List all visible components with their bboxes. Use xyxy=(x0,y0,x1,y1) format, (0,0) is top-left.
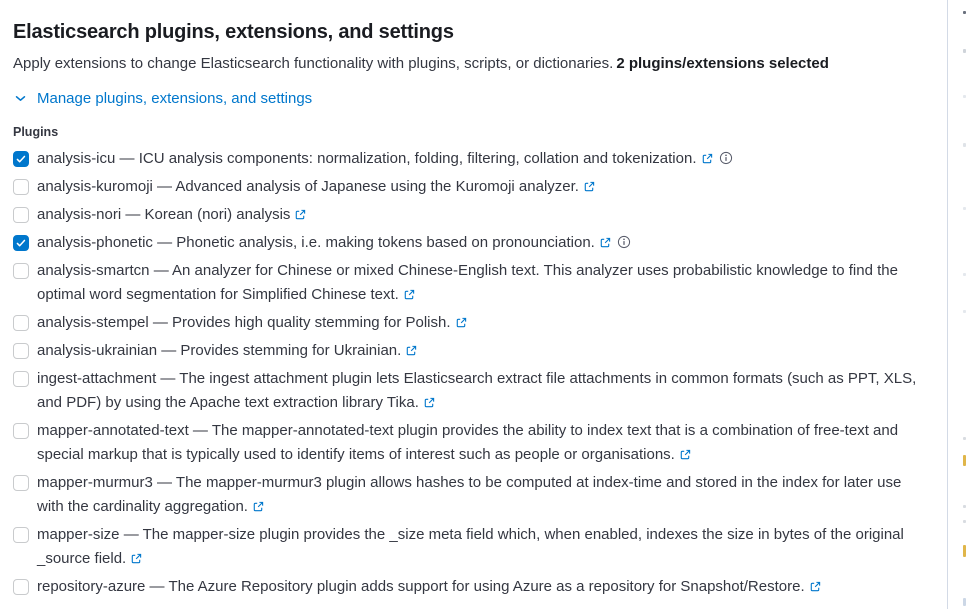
checkbox-analysis-smartcn[interactable] xyxy=(13,263,29,279)
plugin-row-analysis-ukrainian[interactable] xyxy=(13,339,931,363)
checkbox-analysis-stempel[interactable] xyxy=(13,315,29,331)
checkbox-mapper-annotated-text[interactable] xyxy=(13,423,29,439)
checkbox-analysis-icu[interactable] xyxy=(13,151,29,167)
external-link-icon[interactable] xyxy=(810,581,821,592)
manage-link-label: Manage plugins, extensions, and settings xyxy=(37,90,313,107)
plugin-row-mapper-size[interactable] xyxy=(13,523,931,571)
plugin-label: repository-azure — The Azure Repository plugin adds support for using Azure as a repository for Snapshot/Restore. xyxy=(37,578,805,595)
checkbox-mapper-size[interactable] xyxy=(13,527,29,543)
plugin-label: analysis-ukrainian — Provides stemming for Ukrainian. xyxy=(37,342,402,359)
plugin-label: mapper-size — The mapper-size plugin provides the _size meta field which, when enabled, indexes the size in bytes of the original _source field. xyxy=(37,526,904,567)
external-link-icon[interactable] xyxy=(456,317,467,328)
plugin-label: mapper-murmur3 — The mapper-murmur3 plugin allows hashes to be computed at index-time and stored in the index for later use with the cardinality aggregation. xyxy=(37,474,902,515)
plugin-row-analysis-phonetic[interactable] xyxy=(13,231,931,255)
external-link-icon[interactable] xyxy=(295,209,306,220)
external-link-icon[interactable] xyxy=(600,237,611,248)
plugin-row-repository-azure[interactable] xyxy=(13,575,931,599)
scroll-mark xyxy=(963,310,966,313)
plugin-label: analysis-icu — ICU analysis components: normalization, folding, filtering, collation and tokenization. xyxy=(37,150,697,167)
scroll-mark xyxy=(963,505,966,508)
plugin-label: analysis-stempel — Provides high quality stemming for Polish. xyxy=(37,314,451,331)
checkbox-ingest-attachment[interactable] xyxy=(13,371,29,387)
checkbox-mapper-murmur3[interactable] xyxy=(13,475,29,491)
scroll-mark xyxy=(963,143,966,147)
scroll-mark xyxy=(963,455,966,466)
plugin-row-mapper-annotated-text[interactable] xyxy=(13,419,931,467)
plugin-row-analysis-smartcn[interactable] xyxy=(13,259,931,307)
checkbox-analysis-ukrainian[interactable] xyxy=(13,343,29,359)
scroll-mark xyxy=(963,545,966,557)
plugin-label: analysis-phonetic — Phonetic analysis, i.e. making tokens based on pronounciation. xyxy=(37,234,595,251)
chevron-down-icon xyxy=(13,91,28,106)
plugin-label: analysis-kuromoji — Advanced analysis of Japanese using the Kuromoji analyzer. xyxy=(37,178,579,195)
external-link-icon[interactable] xyxy=(406,345,417,356)
scroll-mark xyxy=(963,49,966,53)
plugin-label: ingest-attachment — The ingest attachment plugin lets Elasticsearch extract file attachments in common formats (such as PPT, XLS, and PDF) by using the Apache text extraction library Tika. xyxy=(37,370,917,411)
checkbox-analysis-kuromoji[interactable] xyxy=(13,179,29,195)
page-title: Elasticsearch plugins, extensions, and settings xyxy=(13,21,454,43)
scrollbar-marker-strip[interactable] xyxy=(949,0,967,609)
external-link-icon[interactable] xyxy=(424,397,435,408)
plugin-row-analysis-kuromoji[interactable] xyxy=(13,175,931,199)
plugin-label: analysis-smartcn — An analyzer for Chinese or mixed Chinese-English text. This analyzer uses probabilistic knowledge to find the optimal word segmentation for Simplified Chinese text. xyxy=(37,262,898,303)
scroll-mark xyxy=(963,95,966,98)
external-link-icon[interactable] xyxy=(680,449,691,460)
external-link-icon[interactable] xyxy=(404,289,415,300)
plugin-row-analysis-icu[interactable] xyxy=(13,147,931,171)
scroll-mark xyxy=(963,273,966,276)
info-icon[interactable] xyxy=(719,151,733,165)
scroll-mark xyxy=(963,207,966,210)
page-subtitle xyxy=(13,53,931,75)
manage-plugins-accordion-toggle[interactable] xyxy=(13,88,312,109)
checkmark-icon xyxy=(15,153,27,165)
checkmark-icon xyxy=(15,237,27,249)
external-link-icon[interactable] xyxy=(702,153,713,164)
plugins-section-label: Plugins xyxy=(13,125,59,139)
plugin-list xyxy=(13,147,931,599)
external-link-icon[interactable] xyxy=(584,181,595,192)
plugin-row-ingest-attachment[interactable] xyxy=(13,367,931,415)
scroll-mark xyxy=(963,598,966,606)
plugin-row-analysis-nori[interactable] xyxy=(13,203,931,227)
scroll-mark xyxy=(963,11,966,14)
plugin-label: analysis-nori — Korean (nori) analysis xyxy=(37,206,291,223)
scroll-mark xyxy=(963,520,966,523)
subtitle-text: Apply extensions to change Elasticsearch functionality with plugins, scripts, or dictionaries. xyxy=(13,55,614,72)
info-icon[interactable] xyxy=(617,235,631,249)
plugin-label: mapper-annotated-text — The mapper-annotated-text plugin provides the ability to index text that is a combination of free-text and special markup that is typically used to identify items of interest such as people or organisations. xyxy=(37,422,899,463)
selection-summary: 2 plugins/extensions selected xyxy=(616,55,829,72)
plugin-row-mapper-murmur3[interactable] xyxy=(13,471,931,519)
checkbox-repository-azure[interactable] xyxy=(13,579,29,595)
checkbox-analysis-phonetic[interactable] xyxy=(13,235,29,251)
plugin-row-analysis-stempel[interactable] xyxy=(13,311,931,335)
external-link-icon[interactable] xyxy=(253,501,264,512)
scroll-mark xyxy=(963,437,966,440)
checkbox-analysis-nori[interactable] xyxy=(13,207,29,223)
external-link-icon[interactable] xyxy=(131,553,142,564)
